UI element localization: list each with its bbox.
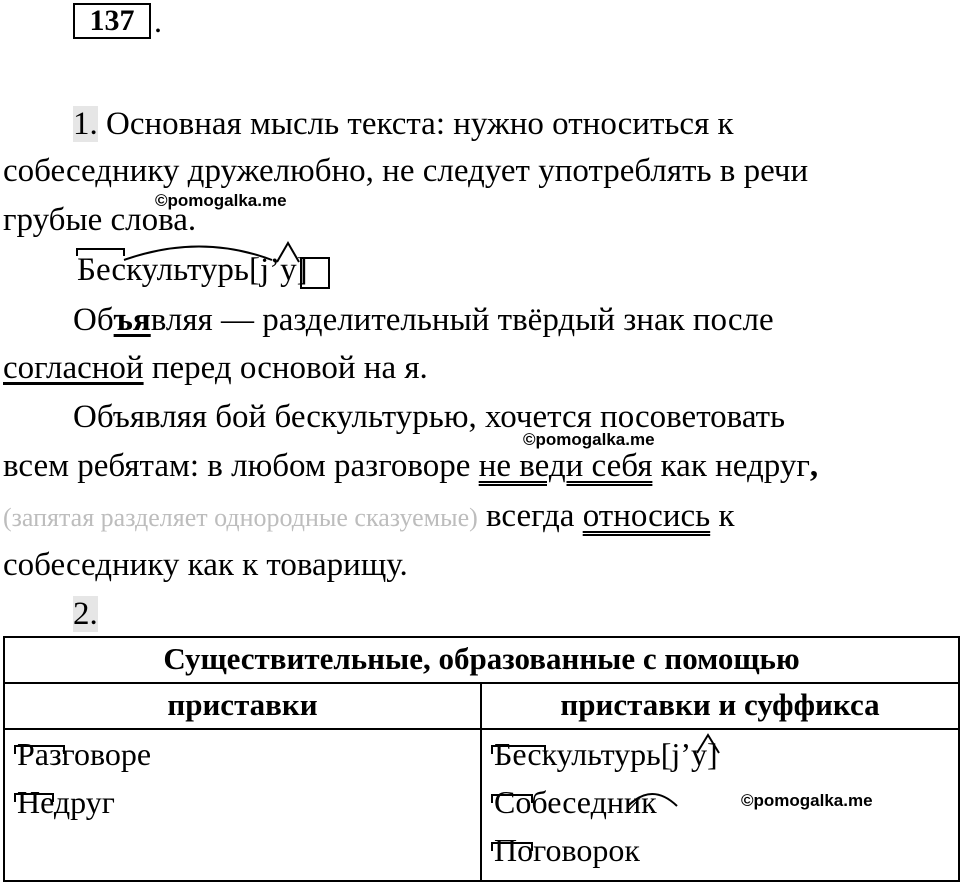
comma-mark: , [809, 448, 819, 484]
watermark-3: ©pomogalka.me [741, 791, 873, 810]
morph-sound: j [671, 736, 681, 772]
part1-paragraph-line-4: собеседнику как к товарищу. [3, 547, 408, 583]
part1-line-1 [73, 104, 734, 144]
task-number: 137 [73, 3, 151, 39]
morph-ending: у [690, 736, 707, 772]
part1-paragraph-line-1: Объявляя бой бескультурью, хочется посоветовать [73, 399, 786, 435]
part1-paragraph-line-2 [3, 446, 818, 486]
main-idea-text: Основная мысль текста: нужно относиться к [106, 106, 734, 142]
column-header-prefix: приставки [4, 683, 481, 729]
predicate-2: относись [582, 498, 711, 534]
morph-ending: у [280, 252, 297, 288]
list-item: Бескультурь[j’у] [494, 736, 718, 772]
morph-stem: Бескультурь [77, 252, 249, 288]
task-number-dot: . [154, 3, 162, 39]
column-header-prefix-suffix: приставки и суффикса [481, 683, 959, 729]
part1-number: 1. [73, 106, 98, 142]
list-item: Недруг [17, 784, 115, 820]
part2-heading [73, 594, 98, 634]
watermark-2: ©pomogalka.me [523, 430, 655, 449]
predicate-1: не веди себя [478, 448, 653, 484]
watermark-1: ©pomogalka.me [155, 191, 287, 210]
part1-hard-sign-line-2 [3, 348, 428, 388]
part1-line-2: собеседнику дружелюбно, не следует употреблять в речи [3, 153, 809, 189]
hard-sign-explanation-end: перед основой на я. [143, 350, 428, 386]
prefix-suffix-words-cell [481, 729, 959, 881]
hard-sign-letters: ъя [113, 302, 151, 338]
part2-number: 2. [73, 596, 98, 632]
text-segment: всем ребятам: в любом разговоре [3, 448, 479, 484]
morph-sound: j [259, 252, 270, 288]
text-segment: к [710, 498, 735, 534]
morph-apostrophe: ’ [680, 736, 691, 772]
part1-paragraph-line-3 [3, 496, 734, 538]
word-formation-table [3, 636, 960, 882]
prefix-words-cell [4, 729, 481, 881]
part1-line-3: грубые слова. [3, 202, 197, 238]
table-header: Существительные, образованные с помощью [4, 637, 959, 683]
word-prefix: Об [73, 302, 114, 338]
morph-analysis-word: Бескультурь[j’у] [77, 252, 308, 288]
hard-sign-explanation: вляя — разделительный твёрдый знак после [150, 302, 774, 338]
word-stem: Бескультурь [494, 736, 661, 772]
consonant-word: согласной [3, 350, 144, 386]
part1-hard-sign-line [73, 300, 774, 340]
text-segment: всегда [477, 498, 583, 534]
comma-note: (запятая разделяет однородные сказуемые) [3, 503, 478, 532]
list-item: Поговорок [494, 832, 640, 868]
text-segment: как недруг [652, 448, 810, 484]
morph-apostrophe: ’ [269, 252, 281, 288]
list-item: Собеседник [494, 784, 657, 820]
list-item: Разговоре [17, 736, 152, 772]
